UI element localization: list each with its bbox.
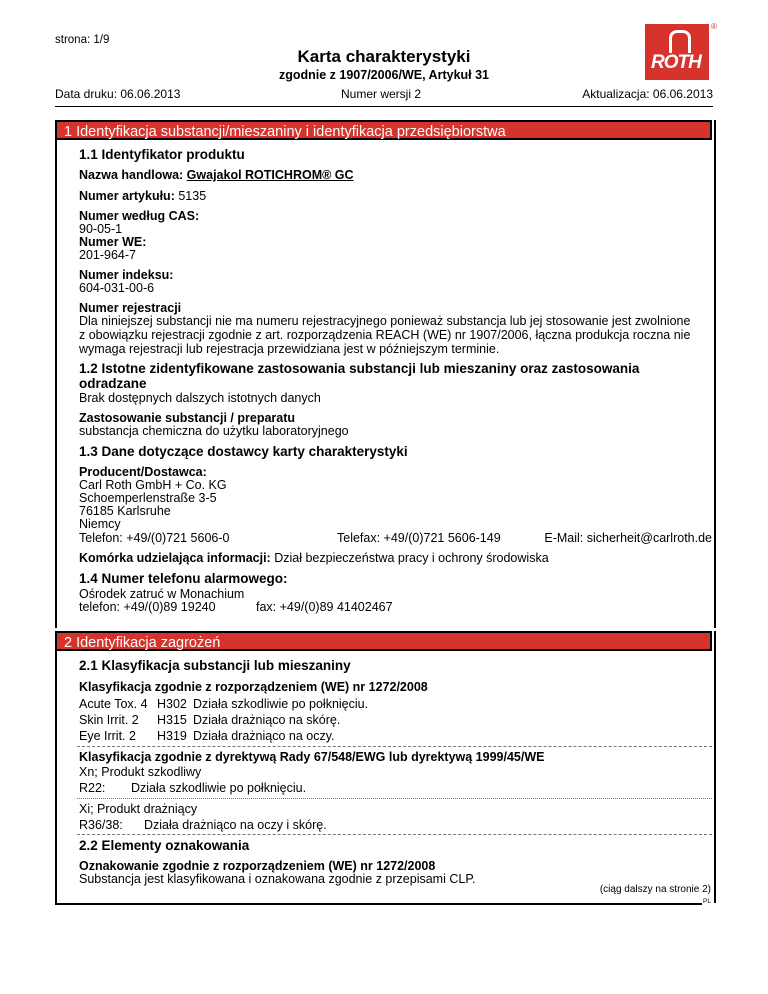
info-department (79, 551, 549, 565)
cas-value: 90-05-1 (79, 222, 123, 236)
dotted-divider (77, 798, 712, 799)
print-date: Data druku: 06.06.2013 (55, 87, 181, 101)
article-label: Numer artykułu: (79, 189, 175, 203)
continued-note: (ciąg dalszy na stronie 2) (599, 884, 711, 895)
registered-mark: ® (711, 22, 717, 31)
meta-row (55, 87, 713, 103)
update-date: Aktualizacja: 06.06.2013 (582, 87, 713, 101)
clp-labelling-text: Substancja jest klasyfikowana i oznakowana zgodnie z przepisami CLP. (79, 872, 476, 886)
registration-label: Numer rejestracji (79, 301, 182, 315)
we-label: Numer WE: (79, 235, 147, 249)
producer-line: Schoemperlenstraße 3-5 (79, 491, 217, 505)
clp-labelling-label: Oznakowanie zgodnie z rozporządzeniem (WE) nr 1272/2008 (79, 859, 436, 873)
heading-2-1: 2.1 Klasyfikacja substancji lub mieszaniny (79, 658, 351, 673)
document-title: Karta charakterystyki (297, 47, 471, 66)
cas-label: Numer według CAS: (79, 209, 200, 223)
emergency-fax: fax: +49/(0)89 41402467 (256, 600, 393, 614)
producer-label: Producent/Dostawca: (79, 465, 207, 479)
clp-classification-label: Klasyfikacja zgodnie z rozporządzeniem (WE) nr 1272/2008 (79, 680, 428, 694)
heading-1-4: 1.4 Numer telefonu alarmowego: (79, 571, 288, 586)
footer-line (55, 903, 712, 905)
section-2-title: 2 Identyfikacja zagrożeń (55, 631, 712, 651)
dsd-classification-label: Klasyfikacja zgodnie z dyrektywą Rady 67/548/EWG lub dyrektywą 1999/45/WE (79, 750, 545, 764)
producer-line: Carl Roth GmbH + Co. KG (79, 478, 227, 492)
producer-fax: Telefax: +49/(0)721 5606-149 (337, 531, 501, 545)
we-value: 201-964-7 (79, 248, 136, 262)
dashed-divider (77, 746, 712, 747)
trade-name-value: Gwajakol ROTICHROM® GC (186, 168, 354, 182)
version-number: Numer wersji 2 (341, 87, 422, 101)
logo-text: ROTH (651, 52, 701, 73)
producer-phone: Telefon: +49/(0)721 5606-0 (79, 531, 230, 545)
hazard-code: H302 (157, 697, 187, 711)
hazard-class: Skin Irrit. 2 (79, 713, 139, 727)
trade-name-label: Nazwa handlowa: (79, 168, 184, 182)
dashed-divider (77, 834, 712, 835)
xn-label: Xn; Produkt szkodliwy (79, 765, 202, 779)
trade-name (79, 168, 354, 182)
r22-code: R22: (79, 781, 106, 795)
hazard-text: Działa szkodliwie po połknięciu. (193, 697, 369, 711)
document-subtitle: zgodnie z 1907/2006/WE, Artykuł 31 (278, 68, 490, 82)
registration-line-3: wymaga rejestracji lub rejestracja przewidziana jest w późniejszym terminie. (79, 342, 500, 356)
heading-1-2-line-2: odradzane (79, 376, 147, 391)
heading-1-2-line-1: 1.2 Istotne zidentyfikowane zastosowania substancji lub mieszaniny oraz zastosowania (79, 361, 640, 376)
producer-email[interactable]: E-Mail: sicherheit@carlroth.de (544, 531, 712, 545)
r22-text: Działa szkodliwie po połknięciu. (131, 781, 307, 795)
hazard-text: Działa drażniąco na oczy. (193, 729, 335, 743)
section-1-title: 1 Identyfikacja substancji/mieszaniny i identyfikacja przedsiębiorstwa (55, 120, 712, 140)
heading-1-3: 1.3 Dane dotyczące dostawcy karty charakterystyki (79, 444, 408, 459)
producer-line: 76185 Karlsruhe (79, 504, 171, 518)
use-value: substancja chemiczna do użytku laboratoryjnego (79, 424, 349, 438)
article-value: 5135 (178, 189, 207, 203)
info-value: Dział bezpieczeństwa pracy i ochrony środowiska (274, 551, 549, 565)
producer-line: Niemcy (79, 517, 121, 531)
use-label: Zastosowanie substancji / preparatu (79, 411, 296, 425)
roth-logo (645, 24, 709, 80)
r3638-text: Działa drażniąco na oczy i skórę. (144, 818, 327, 832)
heading-1-1: 1.1 Identyfikator produktu (79, 147, 245, 162)
page-number: strona: 1/9 (55, 34, 110, 46)
header-divider (55, 106, 713, 107)
index-value: 604-031-00-6 (79, 281, 155, 295)
info-label: Komórka udzielająca informacji: (79, 551, 271, 565)
hazard-text: Działa drażniąco na skórę. (193, 713, 341, 727)
registration-line-2: z obowiązku rejestracji zgodnie z art. rozporządzenia REACH (WE) nr 1907/2006, łączna produkcja roczna nie (79, 328, 691, 342)
article-number (79, 189, 206, 203)
flask-icon (669, 30, 691, 53)
language-code: PL (703, 898, 711, 905)
index-label: Numer indeksu: (79, 268, 174, 282)
emergency-center: Ośrodek zatruć w Monachium (79, 587, 245, 601)
no-data-text: Brak dostępnych dalszych istotnych danych (79, 391, 321, 405)
hazard-code: H319 (157, 729, 187, 743)
hazard-class: Acute Tox. 4 (79, 697, 148, 711)
heading-2-2: 2.2 Elementy oznakowania (79, 838, 250, 853)
emergency-phone: telefon: +49/(0)89 19240 (79, 600, 216, 614)
r3638-code: R36/38: (79, 818, 123, 832)
hazard-class: Eye Irrit. 2 (79, 729, 136, 743)
xi-label: Xi; Produkt drażniący (79, 802, 198, 816)
registration-line-1: Dla niniejszej substancji nie ma numeru rejestracyjnego ponieważ substancja lub jej stosowanie jest zwolnione (79, 314, 691, 328)
hazard-code: H315 (157, 713, 187, 727)
